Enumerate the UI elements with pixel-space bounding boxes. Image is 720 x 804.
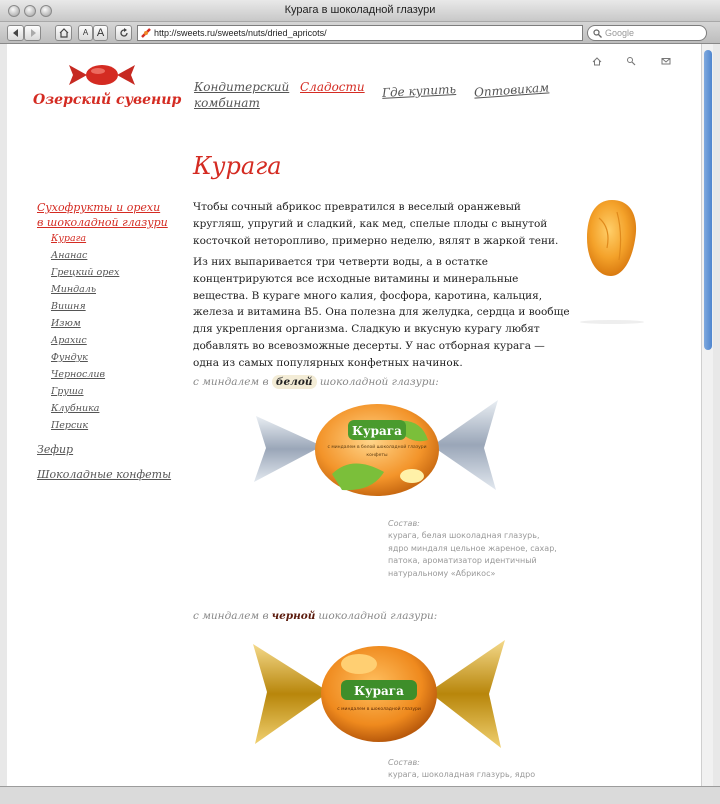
sidebar-item-pear[interactable]: Груша	[51, 386, 84, 397]
status-bar	[0, 786, 720, 804]
candy1-wrapper-line: с миндалем в белой шоколадной глазури	[327, 445, 427, 450]
sidebar-item-raisin[interactable]: Изюм	[51, 318, 81, 329]
home-icon[interactable]	[592, 56, 602, 66]
candy2-caption-black: черной	[271, 610, 316, 622]
candy2-composition: курага, шоколадная глазурь, ядро	[388, 770, 536, 779]
nav-where-to-buy[interactable]: Где купить	[381, 82, 457, 100]
nav-confectionery[interactable]	[194, 79, 289, 111]
candy2-caption-post: шоколадной глазури:	[318, 610, 438, 622]
forward-button[interactable]	[24, 25, 41, 41]
sidebar-item-kuraga[interactable]: Курага	[51, 233, 87, 244]
candy-white-glaze-image	[252, 396, 502, 506]
scrollbar-thumb[interactable]	[704, 50, 712, 350]
sidebar-item-prune[interactable]: Чернослив	[51, 369, 106, 380]
window-title: Курага в шоколадной глазури	[284, 4, 436, 16]
sidebar-category-line2: в шоколадной глазури	[37, 216, 168, 229]
candy1-wrapper-sub: конфеты	[366, 453, 388, 458]
mail-icon[interactable]	[661, 56, 671, 66]
sidebar-item-peach[interactable]: Персик	[51, 420, 89, 431]
sidebar-item-peanut[interactable]: Арахис	[51, 335, 87, 346]
magnifier-icon	[593, 29, 602, 38]
browser-toolbar	[0, 22, 720, 44]
candy1-composition-title: Состав:	[388, 519, 420, 528]
reload-icon	[119, 28, 129, 38]
forward-arrow-icon	[29, 29, 37, 37]
sidebar-item-cherry[interactable]: Вишня	[51, 301, 86, 312]
candy1-caption-post: шоколадной глазури:	[319, 376, 439, 388]
page-title: Курага	[193, 152, 282, 180]
sidebar-item-strawberry[interactable]: Клубника	[51, 403, 100, 414]
nav-confectionery-line1: Кондитерский	[194, 80, 290, 94]
reload-button[interactable]	[115, 25, 132, 41]
home-button[interactable]	[55, 25, 72, 41]
sidebar-item-ananas[interactable]: Ананас	[51, 250, 88, 261]
nav-wholesale[interactable]: Оптовикам	[473, 80, 550, 100]
intro-paragraph: Чтобы сочный абрикос превратился в веселый оранжевый кругляш, упругий и сладкий, как мед, спелые плоды с вынутой косточкой неторопливо, примерно неделю, вялят в жаркой тени.	[193, 201, 559, 247]
sidebar-category-chocolates[interactable]: Шоколадные конфеты	[37, 468, 172, 481]
vertical-scrollbar[interactable]	[701, 44, 713, 786]
text-bigger-label: A	[96, 27, 105, 39]
candy-logo-icon	[67, 63, 137, 87]
details-paragraph: Из них выпаривается три четверти воды, а в остатке концентрируются все исходные витамины и минеральные вещества. В кураге много калия, фосфора, каротина, кальция, железа и витамина B5. Она полезна для желудка, сердца и вообще для укрепления организма. Сладкую и вкусную курагу любят добавлять во всевозможные десерты. У нас отборная курага — одна из самых популярных конфетных начинок.	[193, 256, 570, 369]
search-field[interactable]	[587, 25, 707, 41]
dried-apricot-image	[577, 194, 647, 334]
candy1-caption-pre: с миндалем в	[193, 376, 269, 388]
title-bar	[0, 0, 720, 22]
candy2-wrapper-brand: Курага	[354, 684, 404, 698]
sidebar-category-zefir[interactable]: Зефир	[37, 443, 74, 456]
nav-sweets[interactable]: Сладости	[300, 80, 365, 94]
logo-text: Озерский сувенир	[33, 92, 182, 108]
sidebar-item-walnut[interactable]: Грецкий орех	[51, 267, 120, 278]
address-text: http://sweets.ru/sweets/nuts/dried_apricots/	[154, 28, 327, 38]
sidebar-item-almond[interactable]: Миндаль	[51, 284, 97, 295]
candy2-caption-pre: с миндалем в	[193, 610, 269, 622]
site-favicon-icon	[141, 28, 151, 38]
candy1-caption	[193, 376, 439, 388]
nav-confectionery-line2: комбинат	[194, 96, 260, 110]
text-bigger-button[interactable]	[93, 25, 108, 41]
back-arrow-icon	[12, 29, 20, 37]
candy1-composition: курага, белая шоколадная глазурь, ядро миндаля цельное жареное, сахар, патока, ароматизатор идентичный натуральному «Абрикос»	[388, 531, 557, 578]
candy2-composition-title: Состав:	[388, 758, 420, 767]
candy1-caption-white: белой	[272, 375, 317, 389]
candy1-wrapper-brand: Курага	[352, 424, 402, 438]
text-smaller-label: A	[82, 28, 89, 37]
house-icon	[59, 28, 69, 38]
sidebar-item-hazelnut[interactable]: Фундук	[51, 352, 88, 363]
web-page	[7, 44, 701, 786]
sidebar-category-line1: Сухофрукты и орехи	[37, 201, 161, 214]
search-placeholder: Google	[605, 28, 635, 38]
text-smaller-button[interactable]	[78, 25, 93, 41]
candy-dark-glaze-image	[249, 634, 509, 754]
back-button[interactable]	[7, 25, 24, 41]
sidebar-category-dried-fruits[interactable]	[37, 200, 168, 230]
address-bar[interactable]	[137, 25, 583, 41]
search-icon[interactable]	[626, 56, 636, 66]
candy2-wrapper-line: с миндалем в шоколадной глазури	[337, 707, 421, 712]
candy2-caption	[193, 610, 437, 622]
